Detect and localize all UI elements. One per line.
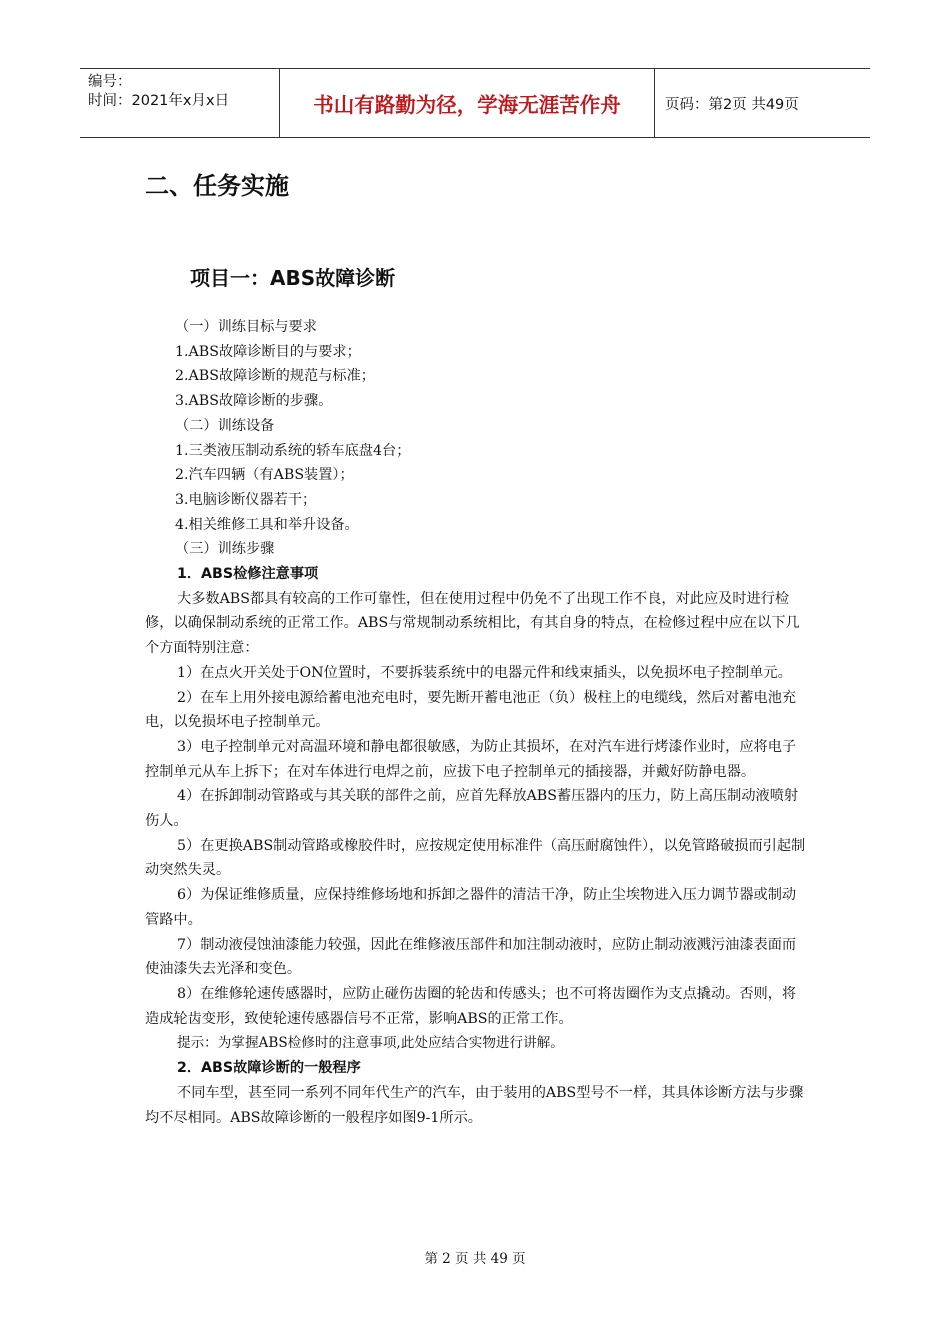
paragraph: 2）在车上用外接电源给蓄电池充电时，要先断开蓄电池正（负）极柱上的电缆线，然后对蓄电池充电，以免损坏电子控制单元。	[145, 689, 797, 731]
paragraph: 不同车型，甚至同一系列不同年代生产的汽车，由于装用的ABS型号不一样，其具体诊断方法与步骤均不尽相同。ABS故障诊断的一般程序如图9-1所示。	[145, 1084, 804, 1126]
header-info-cell	[80, 69, 280, 137]
page-info: 页码：第2页 共49页	[665, 96, 799, 113]
header-page-cell	[655, 69, 870, 137]
paragraph: 7）制动液侵蚀油漆能力较强，因此在维修液压部件和加注制动液时，应防止制动液溅污油漆表面而使油漆失去光泽和变色。	[145, 936, 797, 978]
subheading-equipment: （二）训练设备	[175, 417, 275, 434]
heading-diagnosis-procedure: 2．ABS故障诊断的一般程序	[177, 1060, 361, 1077]
document-body	[145, 315, 810, 1130]
paragraph: 8）在维修轮速传感器时，应防止碰伤齿圈的轮齿和传感头；也不可将齿圈作为支点撬动。否则，将造成轮齿变形，致使轮速传感器信号不正常，影响ABS的正常工作。	[145, 985, 797, 1027]
list-item: 1.三类液压制动系统的轿车底盘4台；	[175, 442, 411, 459]
paragraph: 5）在更换ABS制动管路或橡胶件时，应按规定使用标准件（高压耐腐蚀件），以免管路破损而引起制动突然失灵。	[145, 837, 806, 879]
paragraph: 6）为保证维修质量，应保持维修场地和拆卸之器件的清洁干净，防止尘埃物进入压力调节器或制动管路中。	[145, 887, 797, 928]
paragraph: 大多数ABS都具有较高的工作可靠性，但在使用过程中仍免不了出现工作不良，对此应及时进行检修，以确保制动系统的正常工作。ABS与常规制动系统相比，有其自身的特点，在检修过程中应在以下几个方面特别注意：	[145, 590, 800, 657]
header-motto-cell	[280, 69, 655, 137]
list-item: 4.相关维修工具和举升设备。	[175, 516, 359, 533]
list-item: 3.电脑诊断仪器若干；	[175, 491, 317, 508]
paragraph: 4）在拆卸制动管路或与其关联的部件之前，应首先释放ABS蓄压器内的压力，防上高压制动液喷射伤人。	[145, 788, 799, 830]
section-title: 二、任务实施	[145, 172, 289, 200]
number-label: 编号：	[88, 74, 132, 90]
page-header	[80, 68, 870, 138]
page-footer: 第 2 页 共 49 页	[424, 1251, 526, 1267]
subheading-goals: （一）训练目标与要求	[175, 319, 317, 335]
heading-precautions: 1．ABS检修注意事项	[177, 566, 319, 583]
subheading-steps: （三）训练步骤	[175, 541, 275, 558]
list-item: 2.ABS故障诊断的规范与标准；	[175, 368, 375, 385]
tip-note: 提示：为掌握ABS检修时的注意事项,此处应结合实物进行讲解。	[177, 1035, 564, 1052]
paragraph: 1）在点火开关处于ON位置时，不要拆装系统中的电器元件和线束插头，以免损坏电子控制单元。	[177, 664, 792, 681]
list-item: 1.ABS故障诊断目的与要求；	[175, 343, 361, 360]
list-item: 3.ABS故障诊断的步骤。	[175, 393, 333, 410]
date-label: 时间：2021年x月x日	[88, 93, 230, 109]
motto-text: 书山有路勤为径，学海无涯苦作舟	[313, 93, 621, 117]
paragraph: 3）电子控制单元对高温环境和静电都很敏感，为防止其损坏，在对汽车进行烤漆作业时，应将电子控制单元从车上拆下；在对车体进行电焊之前，应拔下电子控制单元的插接器，并戴好防静电器。	[145, 738, 797, 780]
list-item: 2.汽车四辆（有ABS装置）；	[175, 467, 354, 484]
project-title: 项目一：ABS故障诊断	[190, 266, 396, 290]
